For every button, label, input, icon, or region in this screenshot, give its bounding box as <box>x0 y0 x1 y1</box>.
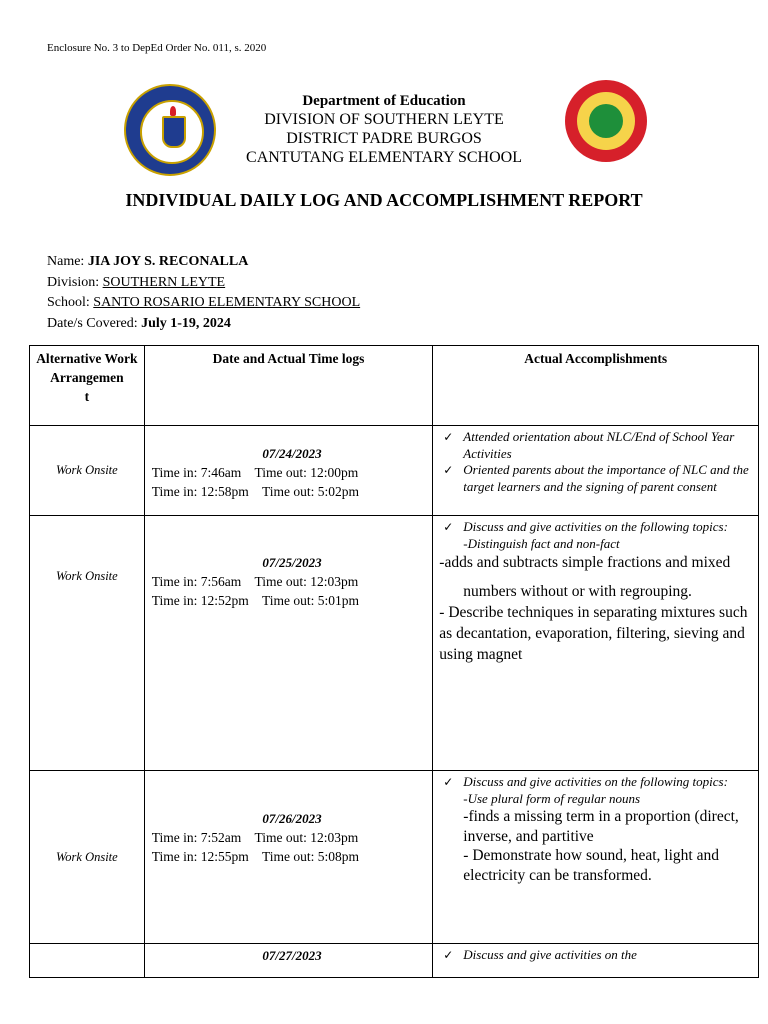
dates-value: July 1-19, 2024 <box>141 315 231 331</box>
checklist-item: ✓ Attended orientation about NLC/End of School Year Activities <box>439 429 752 462</box>
time-entry: Time in: 7:56am Time out: 12:03pm <box>151 574 359 589</box>
topic-item: -Use plural form of regular nouns <box>463 790 641 806</box>
table-row <box>30 944 759 978</box>
time-log-cell <box>144 771 433 944</box>
division-value: SOUTHERN LEYTE <box>102 274 226 290</box>
dates-label: Date/s Covered: <box>47 315 142 331</box>
table-row <box>30 771 759 944</box>
time-log-cell <box>144 516 433 771</box>
school-label: School: <box>47 295 94 310</box>
time-entry: Time in: 12:52pm Time out: 5:01pm <box>151 593 360 608</box>
time-entry: Time in: 12:58pm Time out: 5:02pm <box>151 484 360 499</box>
division-name: DIVISION OF SOUTHERN LEYTE <box>264 111 504 128</box>
accomplishment-cell <box>433 426 759 516</box>
arrangement-cell: Work Onsite <box>30 426 145 516</box>
accomplishment-cell <box>433 516 759 771</box>
log-date: 07/26/2023 <box>262 811 322 826</box>
enclosure-note: Enclosure No. 3 to DepEd Order No. 011, s. 2020 <box>47 42 267 54</box>
name-label: Name: <box>47 254 88 269</box>
topic-item: - Demonstrate how sound, heat, light and electricity can be transformed. <box>463 847 719 884</box>
header-arrangement: Alternative Work Arrangemen t <box>30 346 145 426</box>
personal-info <box>47 252 360 334</box>
checklist-item: ✓ Discuss and give activities on the <box>439 947 752 964</box>
header-date-time: Date and Actual Time logs <box>144 346 433 426</box>
topic-item: -adds and subtracts simple fractions and mixed <box>439 554 731 571</box>
arrangement-cell: Work Onsite <box>30 516 145 771</box>
log-date: 07/25/2023 <box>262 555 322 570</box>
accomplishment-cell <box>433 944 759 978</box>
school-value: SANTO ROSARIO ELEMENTARY SCHOOL <box>93 295 361 310</box>
table-row <box>30 426 759 516</box>
checklist-item: ✓ Oriented parents about the importance of NLC and the target learners and the signing of parent consent <box>439 462 752 495</box>
header-accomplishments: Actual Accomplishments <box>433 346 759 426</box>
accomplishment-cell <box>433 771 759 944</box>
district-name: DISTRICT PADRE BURGOS <box>286 130 482 147</box>
time-log-cell <box>144 426 433 516</box>
table-header-row <box>30 346 759 426</box>
log-date: 07/27/2023 <box>262 948 322 963</box>
topic-item: -finds a missing term in a proportion (direct, inverse, and partitive <box>463 808 739 845</box>
school-name: CANTUTANG ELEMENTARY SCHOOL <box>246 149 522 166</box>
log-date: 07/24/2023 <box>262 446 322 461</box>
topic-item: -Distinguish fact and non-fact <box>463 535 620 551</box>
topic-item: numbers without or with regrouping. <box>463 583 692 600</box>
checklist-item: ✓ Discuss and give activities on the following topics: <box>439 774 752 791</box>
time-entry: Time in: 12:55pm Time out: 5:08pm <box>151 849 360 864</box>
time-log-cell <box>144 944 433 978</box>
log-table <box>29 345 759 978</box>
report-title: INDIVIDUAL DAILY LOG AND ACCOMPLISHMENT REPORT <box>125 190 643 210</box>
arrangement-cell <box>30 944 145 978</box>
checklist-item: ✓ Discuss and give activities on the following topics: <box>439 519 752 536</box>
letterhead <box>0 92 768 167</box>
name-value: JIA JOY S. RECONALLA <box>87 254 249 269</box>
arrangement-cell: Work Onsite <box>30 771 145 944</box>
division-label: Division: <box>47 274 103 290</box>
time-entry: Time in: 7:46am Time out: 12:00pm <box>151 465 359 480</box>
time-entry: Time in: 7:52am Time out: 12:03pm <box>151 830 359 845</box>
dept-name: Department of Education <box>302 93 466 109</box>
topic-item: - Describe techniques in separating mixtures such as decantation, evaporation, filtering, sieving and using magnet <box>439 604 748 663</box>
table-row <box>30 516 759 771</box>
